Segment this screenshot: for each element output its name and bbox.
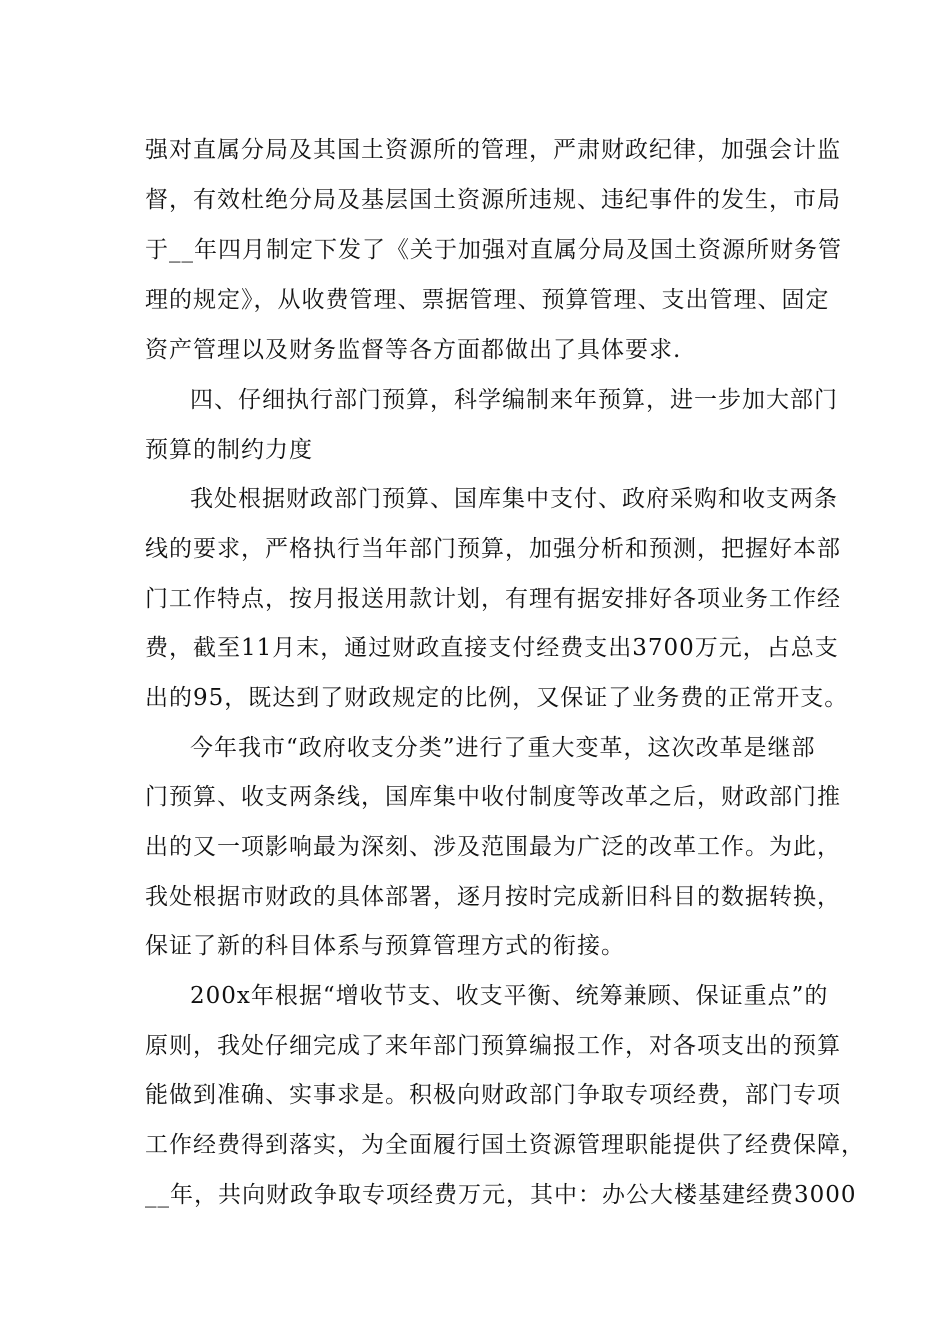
- section-heading-continued: 预算的制约力度: [145, 437, 313, 463]
- text-line: 我处根据市财政的具体部署，逐月按时完成新旧科目的数据转换，: [145, 884, 841, 910]
- section-heading: 四、仔细执行部门预算，科学编制来年预算，进一步加大部门: [190, 387, 838, 413]
- text-line: 原则，我处仔细完成了来年部门预算编报工作，对各项支出的预算: [145, 1033, 841, 1059]
- text-line: 保证了新的科目体系与预算管理方式的衔接。: [145, 933, 625, 959]
- text-line: 门工作特点，按月报送用款计划，有理有据安排好各项业务工作经: [145, 586, 841, 612]
- text-line: 工作经费得到落实，为全面履行国土资源管理职能提供了经费保障，: [145, 1132, 865, 1158]
- text-line: 出的95，既达到了财政规定的比例，又保证了业务费的正常开支。: [145, 685, 849, 711]
- text-line: 于__年四月制定下发了《关于加强对直属分局及国土资源所财务管: [145, 237, 842, 263]
- text-line: 理的规定》，从收费管理、票据管理、预算管理、支出管理、固定: [145, 287, 830, 313]
- text-line: 200x年根据“增收节支、收支平衡、统筹兼顾、保证重点”的: [190, 983, 829, 1009]
- text-line: 门预算、收支两条线，国库集中收付制度等改革之后，财政部门推: [145, 784, 841, 810]
- text-line: 督，有效杜绝分局及基层国土资源所违规、违纪事件的发生，市局: [145, 187, 841, 213]
- text-line: 能做到准确、实事求是。积极向财政部门争取专项经费，部门专项: [145, 1082, 841, 1108]
- text-line: 线的要求，严格执行当年部门预算，加强分析和预测，把握好本部: [145, 536, 841, 562]
- text-line: 强对直属分局及其国土资源所的管理，严肃财政纪律，加强会计监: [145, 137, 841, 163]
- text-line: 今年我市“政府收支分类”进行了重大变革，这次改革是继部: [190, 735, 816, 761]
- text-line: 费，截至11月末，通过财政直接支付经费支出3700万元，占总支: [145, 635, 839, 661]
- text-line: 资产管理以及财务监督等各方面都做出了具体要求.: [145, 337, 682, 363]
- text-line: 我处根据财政部门预算、国库集中支付、政府采购和收支两条: [190, 486, 838, 512]
- text-line: __年，共向财政争取专项经费万元，其中：办公大楼基建经费3000: [145, 1182, 857, 1208]
- text-line: 出的又一项影响最为深刻、涉及范围最为广泛的改革工作。为此，: [145, 834, 841, 860]
